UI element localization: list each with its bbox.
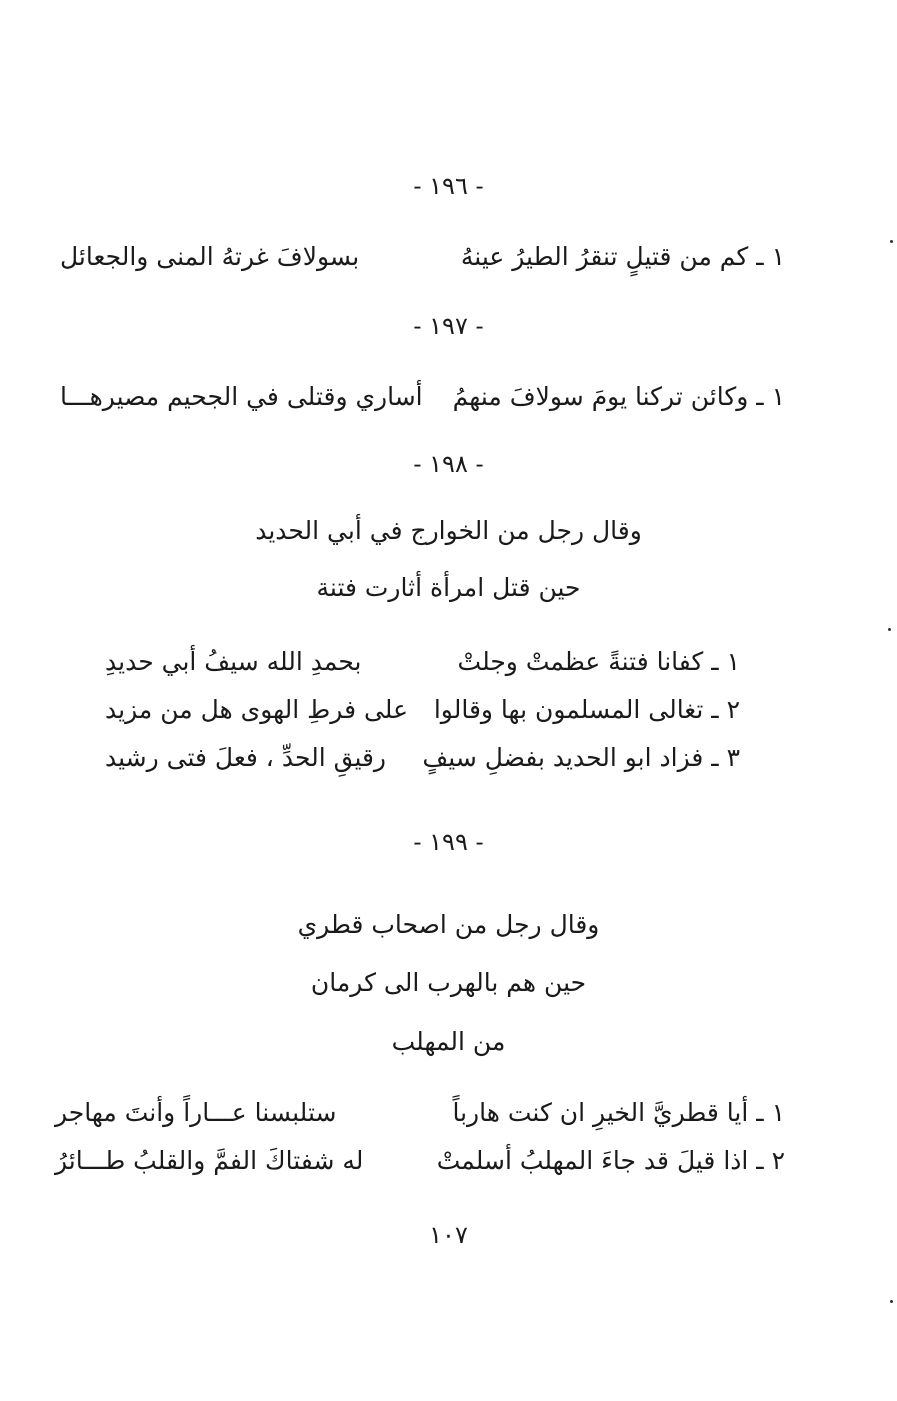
verse-first-hemistich: ١ ـ وكائن تركنا يومَ سولافَ منهمُ (452, 382, 785, 411)
scan-speck (888, 628, 891, 631)
verse-second-hemistich: بسولافَ غرتهُ المنى والجعائل (60, 242, 360, 271)
verse-second-hemistich: على فرطِ الهوى هل من مزيد (105, 695, 409, 724)
verse-first-hemistich: ٢ ـ تغالى المسلمون بها وقالوا (433, 695, 740, 724)
verse-second-hemistich: بحمدِ الله سيفُ أبي حديدِ (105, 647, 362, 676)
verse-first-hemistich: ١ ـ كم من قتيلٍ تنقرُ الطيرُ عينهُ (460, 242, 785, 271)
scan-speck (890, 240, 893, 243)
verse-first-hemistich: ٢ ـ اذا قيلَ قد جاءَ المهلبُ أسلمتْ (436, 1146, 785, 1175)
page-number: ١٠٧ (429, 1221, 468, 1249)
verse-line (55, 1096, 785, 1130)
verse-first-hemistich: ١ ـ أيا قطريَّ الخيرِ ان كنت هارباً (452, 1098, 785, 1127)
verse-line (55, 1144, 785, 1178)
verse-second-hemistich: ستلبسنا عـــاراً وأنتَ مهاجر (55, 1098, 337, 1127)
verse-line (105, 693, 740, 727)
section-number-197: - ١٩٧ - (413, 312, 484, 340)
section-subtitle: حين قتل امرأة أثارت فتنة (316, 573, 581, 602)
section-number-196: - ١٩٦ - (413, 172, 484, 200)
section-title: وقال رجل من الخوارج في أبي الحديد (255, 516, 642, 545)
verse-second-hemistich: أساري وقتلى في الجحيم مصيرهـــا (60, 382, 423, 411)
verse-second-hemistich: له شفتاكَ الفمَّ والقلبُ طـــائرُ (55, 1146, 364, 1175)
verse-first-hemistich: ١ ـ كفانا فتنةً عظمتْ وجلتْ (457, 647, 740, 676)
scan-speck (890, 1300, 893, 1303)
section-subtitle: من المهلب (391, 1027, 506, 1056)
verse-line (105, 741, 740, 775)
section-number-198: - ١٩٨ - (413, 450, 484, 478)
section-title: وقال رجل من اصحاب قطري (297, 910, 600, 939)
verse-second-hemistich: رقيقِ الحدِّ ، فعلَ فتى رشيد (105, 743, 387, 772)
verse-line (105, 645, 740, 679)
verse-line (60, 380, 785, 414)
section-subtitle: حين هم بالهرب الى كرمان (310, 968, 587, 997)
verse-line (60, 240, 785, 274)
verse-first-hemistich: ٣ ـ فزاد ابو الحديد بفضلِ سيفٍ (422, 743, 740, 772)
section-number-199: - ١٩٩ - (413, 828, 484, 856)
